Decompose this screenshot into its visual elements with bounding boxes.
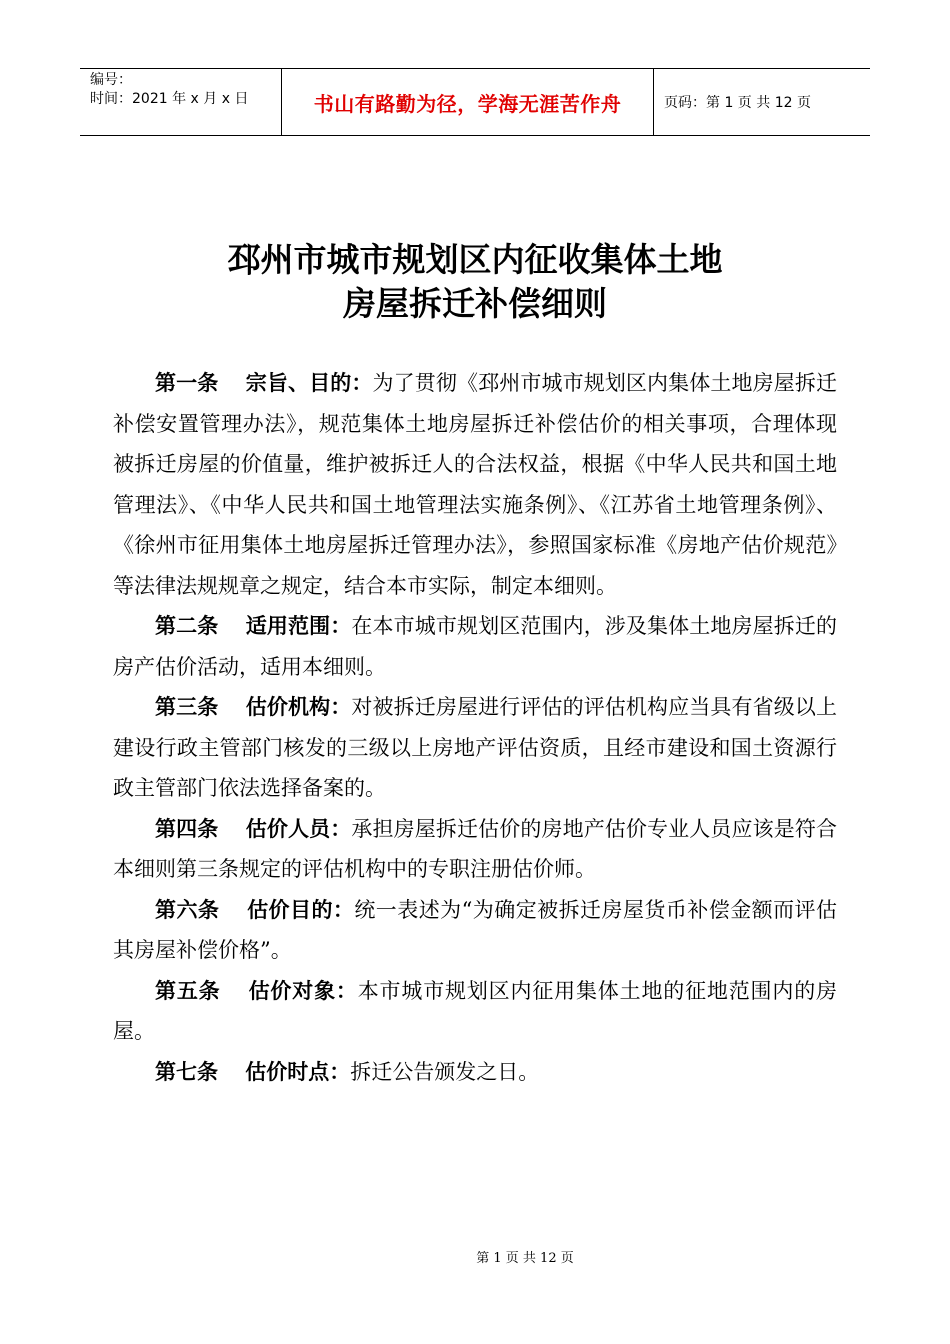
article-label: 估价时点： [245,1059,351,1084]
article-label: 估价对象： [247,978,358,1003]
document-title [0,238,950,326]
article-4 [113,809,837,890]
page-footer: 第 1 页 共 12 页 [476,1251,574,1266]
article-label: 估价机构： [245,695,352,719]
article-number: 第四条 [155,816,219,841]
article-number: 第五条 [155,978,221,1003]
article-text: 承担房屋拆迁估价的房地产估价专业人员应该是符合本细则第三条规定的评估机构中的专职注册估价师。 [113,816,838,881]
article-number: 第六条 [155,897,220,922]
article-text: 为了贯彻《邳州市城市规划区内集体土地房屋拆迁补偿安置管理办法》，规范集体土地房屋拆迁补偿估价的相关事项，合理体现被拆迁房屋的价值量，维护被拆迁人的合法权益，根据《中华人民共和国土地管理法》、《中华人民共和国土地管理法实施条例》、《江苏省土地管理条例》、《徐州市征用集体土地房屋拆迁管理办法》，参照国家标准《房地产估价规范》等法律法规规章之规定，结合本市实际，制定本细则。 [113,371,838,598]
article-6 [113,890,837,971]
article-5 [113,971,837,1052]
article-label: 估价目的： [246,897,355,922]
document-number-label: 编号： [90,72,132,88]
article-label: 宗旨、目的： [245,371,373,395]
page-header [80,68,870,136]
article-7 [113,1052,837,1093]
article-text: 本市城市规划区内征用集体土地的征地范围内的房屋。 [113,978,838,1043]
header-motto: 书山有路勤为径，学海无涯苦作舟 [282,69,654,135]
article-number: 第七条 [155,1059,218,1084]
document-body [113,363,837,1092]
article-1 [113,363,837,606]
article-number: 第三条 [155,695,219,719]
article-3 [113,687,837,809]
article-label: 适用范围： [245,614,352,638]
article-text: 统一表述为“为确定被拆迁房屋货币补偿金额而评估其房屋补偿价格”。 [113,897,838,962]
article-text: 在本市城市规划区范围内，涉及集体土地房屋拆迁的房产估价活动，适用本细则。 [113,614,838,679]
article-number: 第二条 [155,614,219,638]
article-label: 估价人员： [245,816,352,841]
header-page-info: 页码：第 1 页 共 12 页 [664,95,811,111]
document-time-label: 时间：2021 年 x 月 x 日 [90,91,249,107]
header-meta [80,69,282,135]
article-text: 对被拆迁房屋进行评估的评估机构应当具有省级以上建设行政主管部门核发的三级以上房地产评估资质，且经市建设和国土资源行政主管部门依法选择备案的。 [113,695,838,800]
article-number: 第一条 [155,371,219,395]
title-line-2: 房屋拆迁补偿细则 [343,284,607,323]
article-2 [113,606,837,687]
article-text: 拆迁公告颁发之日。 [350,1059,540,1084]
title-line-1: 邳州市城市规划区内征收集体土地 [227,240,723,279]
